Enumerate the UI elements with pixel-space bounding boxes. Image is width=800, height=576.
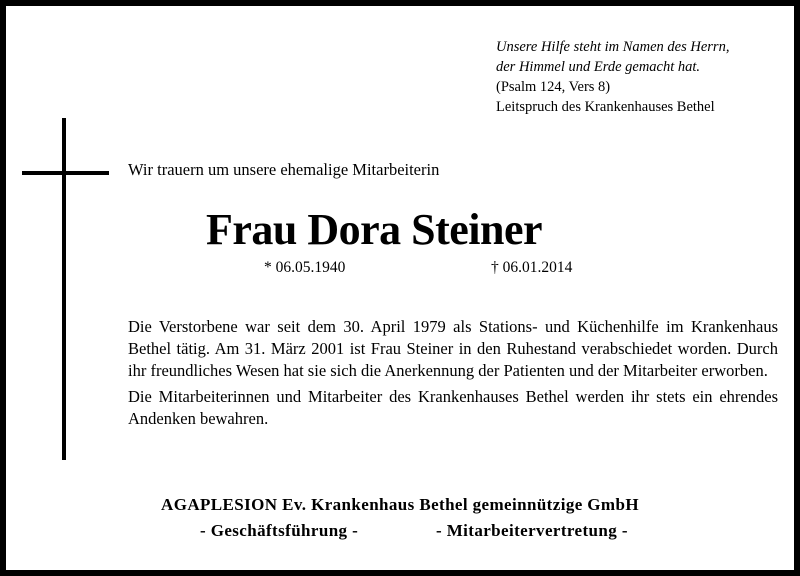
signature-management: - Geschäftsführung - xyxy=(200,521,359,540)
birth-date: * 06.05.1940 xyxy=(264,259,346,276)
obituary-paragraph-1: Die Verstorbene war seit dem 30. April 1979 als Stations- und Küchenhilfe im Krankenhaus Bethel tätig. Am 31. März 2001 ist Frau Steiner in den Ruhestand verabschiedet worden. Durch ihr freundliches Wesen hat sie sich die Anerkennung der Patienten und der Mitarbeiter erworben. xyxy=(128,317,778,380)
death-date: † 06.01.2014 xyxy=(491,259,573,276)
quote-line-2: der Himmel und Erde gemacht hat. xyxy=(496,59,701,75)
quote-line-1: Unsere Hilfe steht im Namen des Herrn, xyxy=(496,39,730,55)
quote-reference: (Psalm 124, Vers 8) xyxy=(496,79,611,95)
organization-name: AGAPLESION Ev. Krankenhaus Bethel gemeinnützige GmbH xyxy=(161,495,639,514)
obituary-notice xyxy=(6,6,794,570)
signature-staff-council: - Mitarbeitervertretung - xyxy=(436,521,628,540)
intro-line: Wir trauern um unsere ehemalige Mitarbeiterin xyxy=(128,160,440,179)
deceased-name: Frau Dora Steiner xyxy=(205,205,543,254)
quote-caption: Leitspruch des Krankenhauses Bethel xyxy=(496,99,715,115)
cross-vertical-bar xyxy=(62,118,66,460)
obituary-paragraph-2: Die Mitarbeiterinnen und Mitarbeiter des Krankenhauses Bethel werden ihr stets ein ehrendes Andenken bewahren. xyxy=(128,387,778,428)
cross-horizontal-bar xyxy=(22,171,109,175)
motto-quote xyxy=(496,37,786,117)
obituary-text xyxy=(128,316,778,434)
